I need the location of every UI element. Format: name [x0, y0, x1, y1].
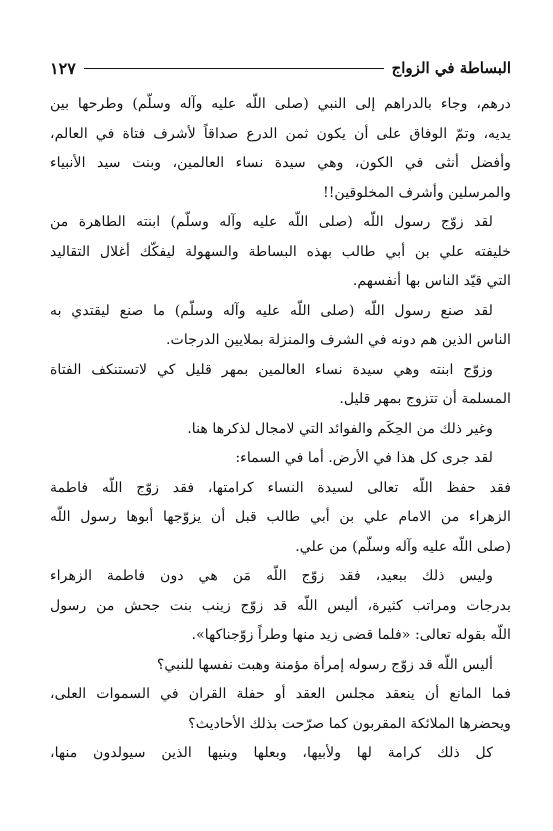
text-line: والمرسلين وأشرف المخلوقين!!: [323, 184, 511, 201]
text-line: الناس الذين هم دونه في الشرف والمنزلة بملايين الدرجات.: [166, 332, 511, 348]
text-line: اللّه بقوله تعالى: «فلما قضى زيد منها وطراً زوّجناكها».: [191, 627, 511, 643]
text-line: لقد جرى كل هذا في الأرض. أما في السماء:: [235, 450, 493, 466]
running-header: [50, 56, 511, 80]
text-line: وغير ذلك من الحِكَم والفوائد التي لامجال لذكرها هنا.: [187, 420, 493, 437]
text-line: لقد صنع رسول اللّه (صلى اللّه عليه وآله وسلّم) ما صنع ليقتدي به: [50, 302, 493, 319]
text-line: التي قيّد الناس بها أنفسهم.: [352, 273, 511, 289]
text-line: ويحضرها الملائكة المقربون كما صرّحت بذلك الأحاديث؟: [188, 715, 511, 732]
text-line: لقد زوّج رسول اللّه (صلى اللّه عليه وآله وسلّم) ابنته الطاهرة من: [50, 214, 493, 230]
text-line: وزوّج ابنته وهي سيدة نساء العالمين بمهر قليل كي لاتستنكف الفتاة: [50, 361, 493, 378]
text-line: كل ذلك كرامة لها ولأبيها، وبعلها وبنيها الذين سيولدون منها،: [50, 745, 493, 761]
text-line: وأفضل أنثى في الكون، وهي سيدة نساء العالمين، وبنت سيد الأنبياء: [50, 155, 511, 171]
text-line: درهم، وجاء بالدراهم إلى النبي (صلى اللّه عليه وآله وسلّم) وطرحها بين: [50, 96, 511, 112]
text-line: بدرجات ومراتب كثيرة، أليس اللّه قد زوّج زينب بنت جحش من رسول: [50, 597, 511, 614]
text-line: وليس ذلك ببعيد، فقد زوّج اللّه مَن هي دون فاطمة الزهراء: [50, 568, 493, 584]
header-title: البساطة في الزواج: [391, 59, 511, 77]
text-line: الزهراء من الامام علي بن أبي طالب قبل أن يزوّجها أبوها رسول اللّه: [50, 509, 511, 525]
text-line: فقد حفظ اللّه تعالى لسيدة النساء كرامتها، فقد زوّج اللّه فاطمة: [50, 479, 511, 496]
body-text: [50, 90, 511, 769]
text-line: (صلى اللّه عليه وآله وسلّم) من علي.: [295, 538, 511, 555]
text-line: المسلمة أن تتزوج بمهر قليل.: [339, 391, 511, 407]
page-number: ١٢٧: [50, 58, 76, 78]
header-rule: [84, 68, 384, 69]
text-line: خليفته علي بن أبي طالب بهذه البساطة والسهولة ليفكّك أغلال التقاليد: [50, 243, 511, 260]
text-line: فما المانع أن ينعقد مجلس العقد أو حفلة القران في السموات العلى،: [50, 686, 511, 702]
text-line: يديه، وتمّ الوفاق على أن يكون ثمن الدرع صداقاً لأشرف فتاة في العالم،: [50, 125, 511, 142]
book-page: [50, 56, 511, 769]
text-line: أليس اللّه قد زوّج رسوله إمرأة مؤمنة وهبت نفسها للنبي؟: [156, 656, 493, 673]
